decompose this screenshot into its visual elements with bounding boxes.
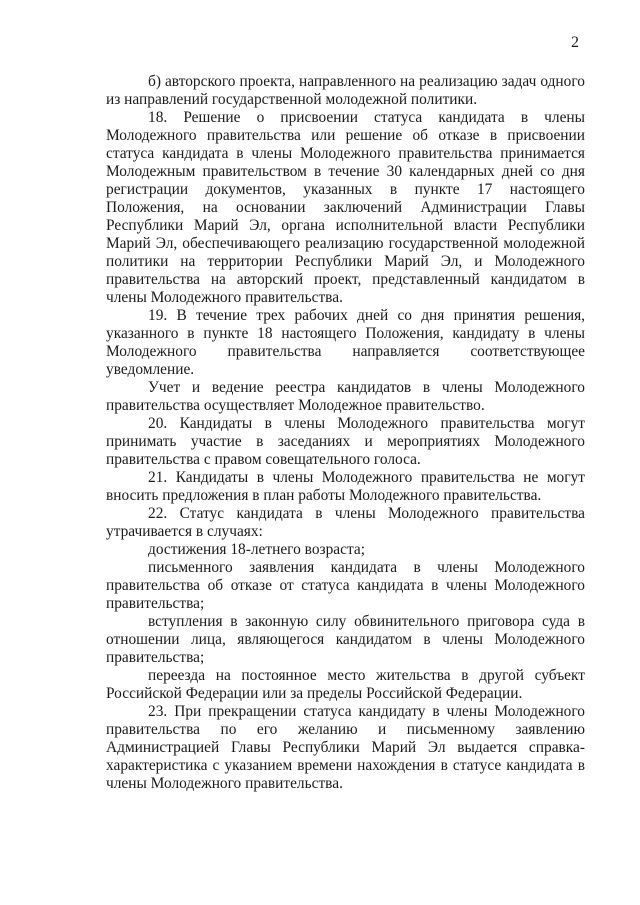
paragraph-6b: б) авторского проекта, направленного на реализацию задач одного из направлений государственной молодежной политики.	[106, 73, 585, 108]
list-item-relocation: переезда на постоянное место жительства в другой субъект Российской Федерации или за пределы Российской Федерации.	[106, 667, 585, 702]
paragraph-registry: Учет и ведение реестра кандидатов в члены Молодежного правительства осуществляет Молодежное правительство.	[106, 379, 585, 414]
paragraph-18: 18. Решение о присвоении статуса кандидата в члены Молодежного правительства или решение об отказе в присвоении статуса кандидата в члены Молодежного правительства принимается Молодежным правительством в течение 30 календарных дней со дня регистрации документов, указанных в пункте 17 настоящего Положения, на основании заключений Администрации Главы Республики Марий Эл, органа исполнительной власти Республики Марий Эл, обеспечивающего реализацию государственной молодежной политики на территории Республики Марий Эл, и Молодежного правительства на авторский проект, представленный кандидатом в члены Молодежного правительства.	[106, 109, 585, 306]
list-item-age: достижения 18-летнего возраста;	[148, 541, 365, 558]
paragraph-23: 23. При прекращении статуса кандидату в члены Молодежного правительства по его желанию и письменному заявлению Администрацией Главы Республики Марий Эл выдается справка-характеристика с указанием времени нахождения в статусе кандидата в члены Молодежного правительства.	[106, 703, 585, 792]
document-body	[106, 73, 585, 793]
page-number: 2	[571, 34, 579, 51]
paragraph-19: 19. В течение трех рабочих дней со дня принятия решения, указанного в пункте 18 настоящего Положения, кандидату в члены Молодежного правительства направляется соответствующее уведомление.	[106, 307, 585, 378]
paragraph-21: 21. Кандидаты в члены Молодежного правительства не могут вносить предложения в план работы Молодежного правительства.	[106, 469, 585, 504]
paragraph-20: 20. Кандидаты в члены Молодежного правительства могут принимать участие в заседаниях и мероприятиях Молодежного правительства с правом совещательного голоса.	[106, 415, 585, 468]
list-item-written-request: письменного заявления кандидата в члены Молодежного правительства об отказе от статуса кандидата в члены Молодежного правительства;	[106, 559, 585, 612]
paragraph-22: 22. Статус кандидата в члены Молодежного правительства утрачивается в случаях:	[106, 505, 585, 540]
list-item-court-verdict: вступления в законную силу обвинительного приговора суда в отношении лица, являющегося кандидатом в члены Молодежного правительства;	[106, 613, 585, 666]
